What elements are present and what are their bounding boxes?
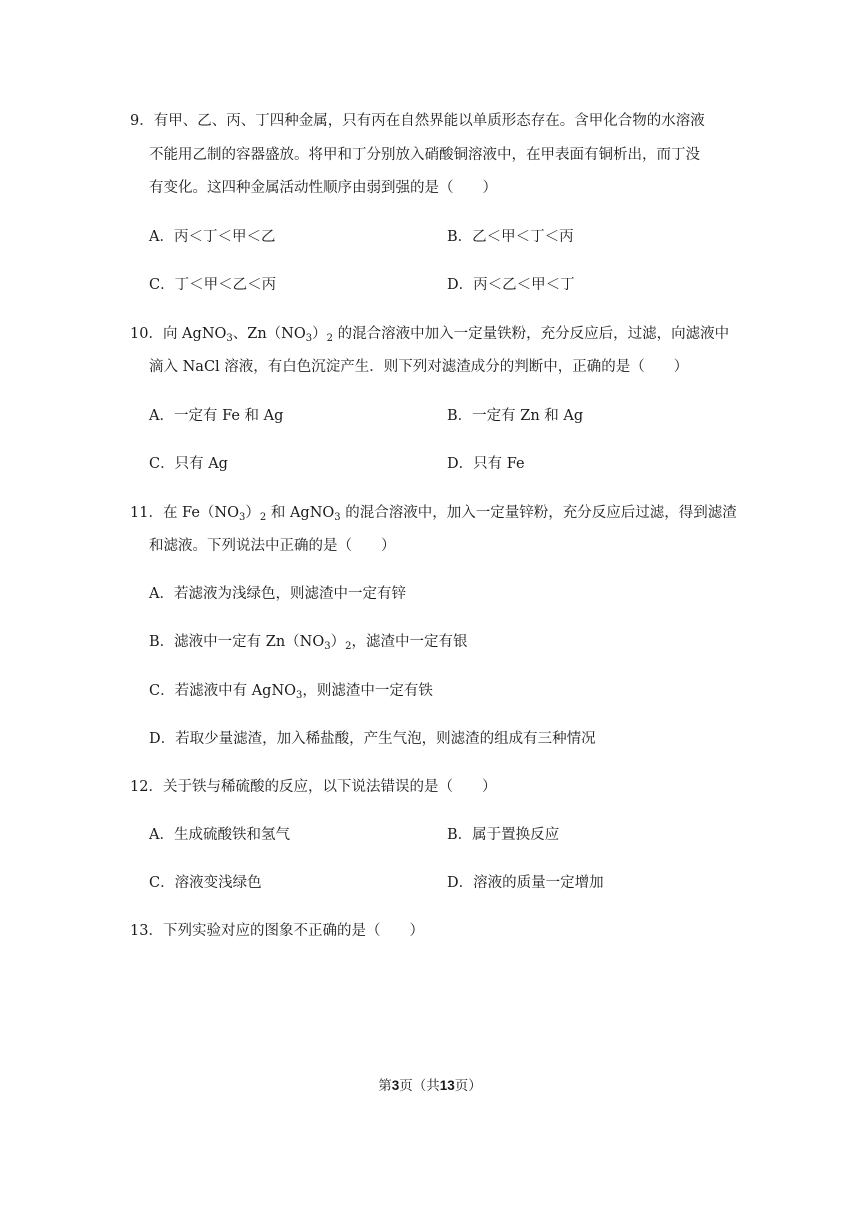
q9-stem-line1: 9．有甲、乙、丙、丁四种金属，只有丙在自然界能以单质形态存在。含甲化合物的水溶液 [130, 113, 705, 129]
q11-stem-line1: 11．在 $Fe(NO_3)_2$ 和 AgNO$_3$ 的混合溶液中，加入一定量锌粉，充分反应后过滤，得到滤渣 [130, 505, 737, 523]
q12-option-c: C．溶液变浅绿色 [149, 875, 262, 891]
q9-option-d: D．丙＜乙＜甲＜丁 [447, 277, 575, 293]
q9-option-a: A．丙＜丁＜甲＜乙 [149, 229, 276, 245]
q10-stem-line1: 10．向 AgNO$_3$、$Zn(NO_3)_2$ 的混合溶液中加入一定量铁粉，充分反应后，过滤，向滤液中 [130, 326, 730, 344]
q9-stem-line2: 不能用乙制的容器盛放。将甲和丁分别放入硝酸铜溶液中，在甲表面有铜析出，而丁没 [149, 147, 700, 163]
page-total: 13 [439, 1078, 455, 1093]
q13-stem: 13．下列实验对应的图象不正确的是（ ） [130, 923, 424, 939]
q11-stem-line2: 和滤液。下列说法中正确的是（ ） [149, 538, 396, 554]
q10-option-a: A．一定有 Fe 和 Ag [149, 408, 284, 424]
q10-option-d: D．只有 Fe [447, 456, 525, 472]
q9-option-b: B．乙＜甲＜丁＜丙 [447, 229, 574, 245]
q9-option-c: C．丁＜甲＜乙＜丙 [149, 277, 277, 293]
page-number: 3 [391, 1078, 400, 1093]
q12-stem: 12．关于铁与稀硫酸的反应，以下说法错误的是（ ） [130, 779, 497, 795]
q10-option-c: C．只有 Ag [149, 456, 228, 472]
q12-option-d: D．溶液的质量一定增加 [447, 875, 604, 891]
q9-stem-line3: 有变化。这四种金属活动性顺序由弱到强的是（ ） [149, 180, 497, 196]
q10-stem-line2: 滴入 NaCl 溶液，有白色沉淀产生．则下列对滤渣成分的判断中，正确的是（ ） [149, 359, 689, 375]
q12-option-a: A．生成硫酸铁和氢气 [149, 827, 290, 843]
q11-option-d: D．若取少量滤渣，加入稀盐酸，产生气泡，则滤渣的组成有三种情况 [149, 731, 596, 747]
q11-option-b: B．滤液中一定有 $Zn(NO_3)_2$，滤渣中一定有银 [149, 634, 468, 652]
page-footer: 第3页（共13页） [378, 1078, 482, 1094]
q12-option-b: B．属于置换反应 [447, 827, 560, 843]
q11-option-a: A．若滤液为浅绿色，则滤渣中一定有锌 [149, 586, 406, 602]
q11-option-c: C．若滤液中有 AgNO$_3$，则滤渣中一定有铁 [149, 683, 433, 701]
q10-option-b: B．一定有 Zn 和 Ag [447, 408, 584, 424]
